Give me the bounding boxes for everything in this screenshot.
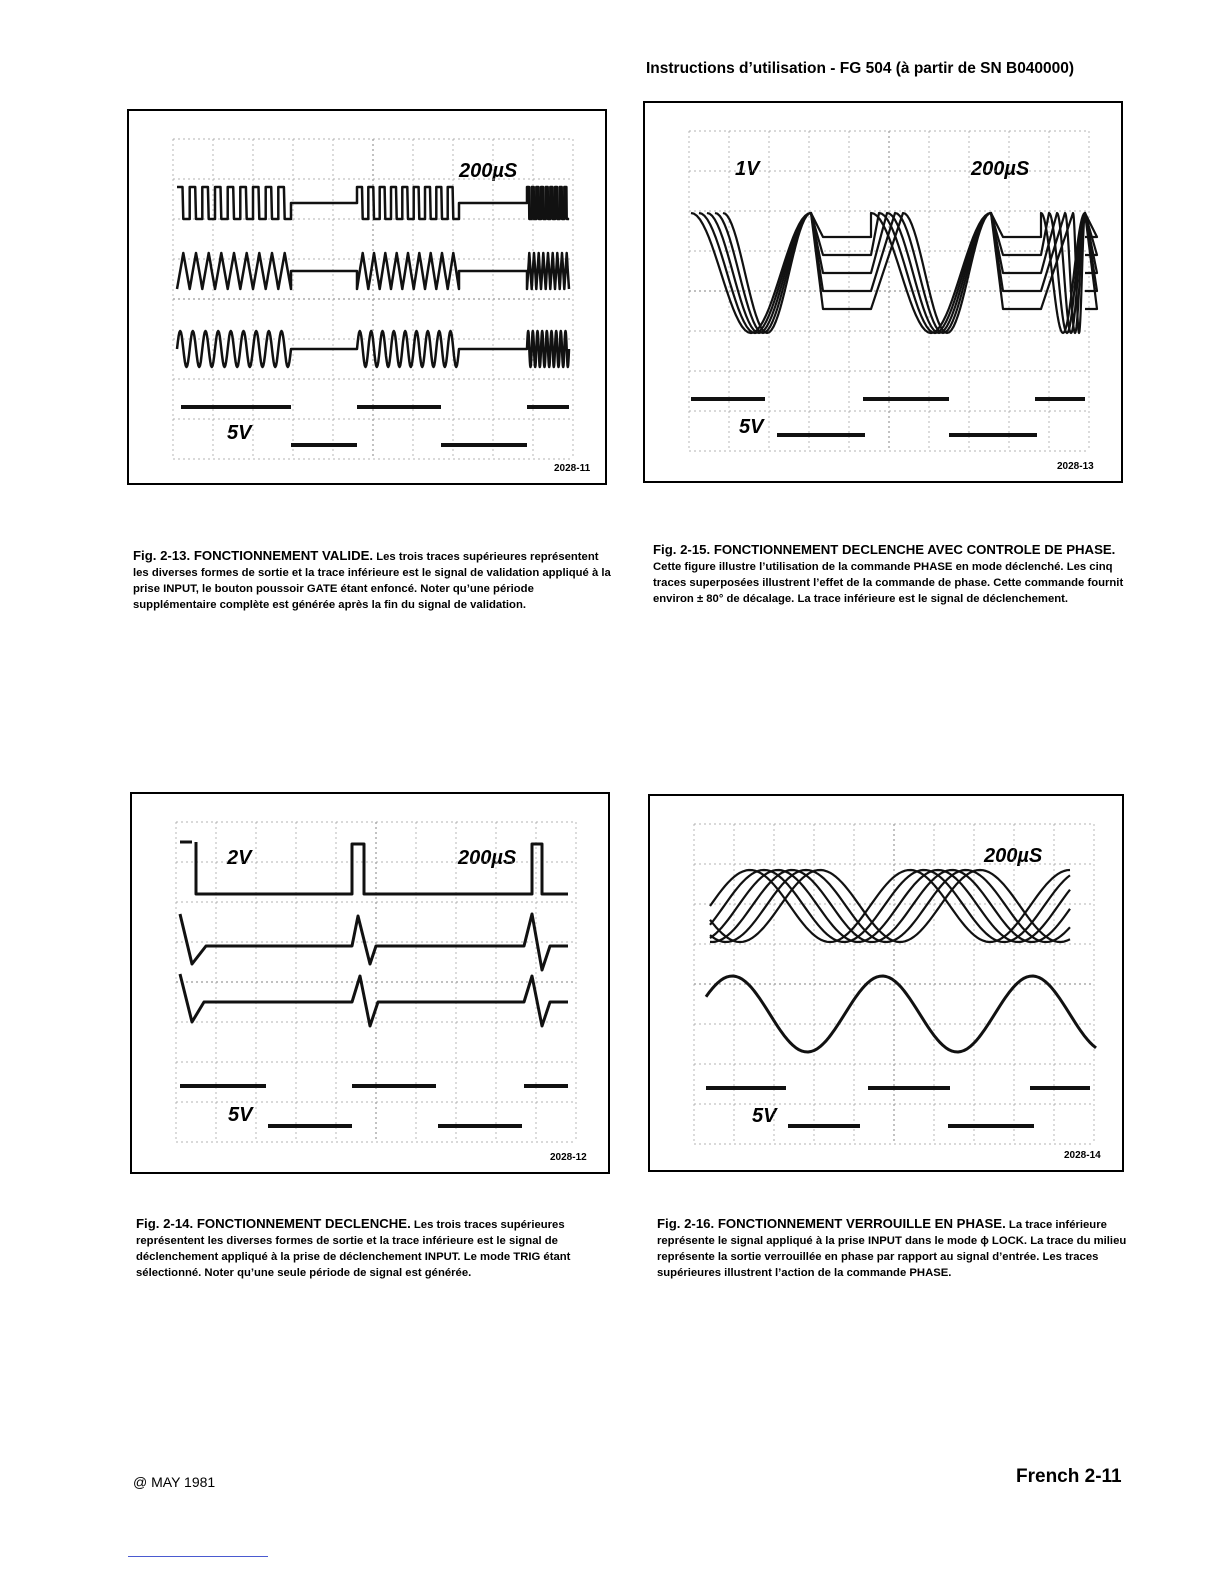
caption-text: Cette figure illustre l’utilisation de la commande PHASE en mode déclenché. Les cinq traces superposées illustrent l’effet de la commande de phase. Cette commande fournit environ ± 80° de décalage. La trace inférieure est le signal de déclenchement. xyxy=(653,561,1124,605)
scope-label-volts: 5V xyxy=(752,1105,777,1127)
figure-2-16-frame xyxy=(648,794,1124,1172)
figure-number: 2028-14 xyxy=(1064,1150,1101,1161)
caption-text: Les trois traces supérieures représentent les diverses formes de sortie et la trace inférieure est le signal de déclenchement appliqué à la prise de déclenchement INPUT. Le mode TRIG étant sélectionné. Noter qu’une seule période de signal est générée. xyxy=(136,1219,571,1279)
footer-date: @ MAY 1981 xyxy=(133,1474,216,1490)
scope-label-volts: 5V xyxy=(228,1104,253,1126)
caption-lead: Fig. 2-16. FONCTIONNEMENT VERROUILLE EN PHASE. xyxy=(657,1216,1006,1231)
scope-label-timebase: 200µS xyxy=(459,160,518,182)
caption-text: La trace inférieure représente le signal appliqué à la prise INPUT dans le mode ϕ LOCK. La trace du milieu représente la sortie verrouillée en phase par rapport au signal d’entrée. Les traces supérieures illustrent l’action de la commande PHASE. xyxy=(657,1219,1127,1279)
scope-label-timebase: 200µS xyxy=(458,847,517,869)
footer-page-number: French 2-11 xyxy=(1016,1466,1122,1487)
scope-label-volts-top: 2V xyxy=(227,847,252,869)
footer-divider xyxy=(128,1556,268,1557)
scope-label-volts-top: 1V xyxy=(735,158,760,180)
figure-2-15-frame xyxy=(643,101,1123,483)
trace-triangle-output xyxy=(180,914,568,970)
caption-fig-2-14 xyxy=(136,1216,616,1281)
figure-number: 2028-11 xyxy=(554,463,591,474)
trace-sine-output xyxy=(177,331,569,367)
trace-locked-output xyxy=(706,976,1096,1052)
caption-fig-2-13 xyxy=(133,548,613,613)
trace-square-output xyxy=(177,187,569,219)
figure-2-16-scope xyxy=(650,796,1122,1170)
caption-lead: Fig. 2-14. FONCTIONNEMENT DECLENCHE. xyxy=(136,1216,411,1231)
figure-2-14-frame xyxy=(130,792,610,1174)
caption-fig-2-16 xyxy=(657,1216,1133,1281)
scope-label-volts: 5V xyxy=(739,416,764,438)
scope-label-volts: 5V xyxy=(227,422,252,444)
caption-lead: Fig. 2-15. FONCTIONNEMENT DECLENCHE AVEC CONTROLE DE PHASE. xyxy=(653,542,1116,557)
caption-text: Les trois traces supérieures représentent les diverses formes de sortie et la trace inférieure est le signal de validation appliqué à la prise INPUT, le bouton poussoir GATE étant enfoncé. Noter qu’une période supplémentaire complète est générée après la fin du signal de validation. xyxy=(133,551,611,611)
figure-2-15-scope xyxy=(645,103,1121,481)
page-header: Instructions d’utilisation - FG 504 (à partir de SN B040000) xyxy=(646,60,1075,77)
figure-number: 2028-13 xyxy=(1057,461,1094,472)
scope-label-timebase: 200µS xyxy=(984,845,1043,867)
figure-2-13-scope xyxy=(129,111,605,483)
figure-number: 2028-12 xyxy=(550,1152,587,1163)
scope-label-timebase: 200µS xyxy=(971,158,1030,180)
trace-sine-output xyxy=(180,974,568,1026)
figure-2-13-frame xyxy=(127,109,607,485)
figure-2-14-scope xyxy=(132,794,608,1172)
trace-phase-lock-output xyxy=(710,870,1070,942)
caption-lead: Fig. 2-13. FONCTIONNEMENT VALIDE. xyxy=(133,548,374,563)
caption-fig-2-15 xyxy=(653,542,1133,607)
